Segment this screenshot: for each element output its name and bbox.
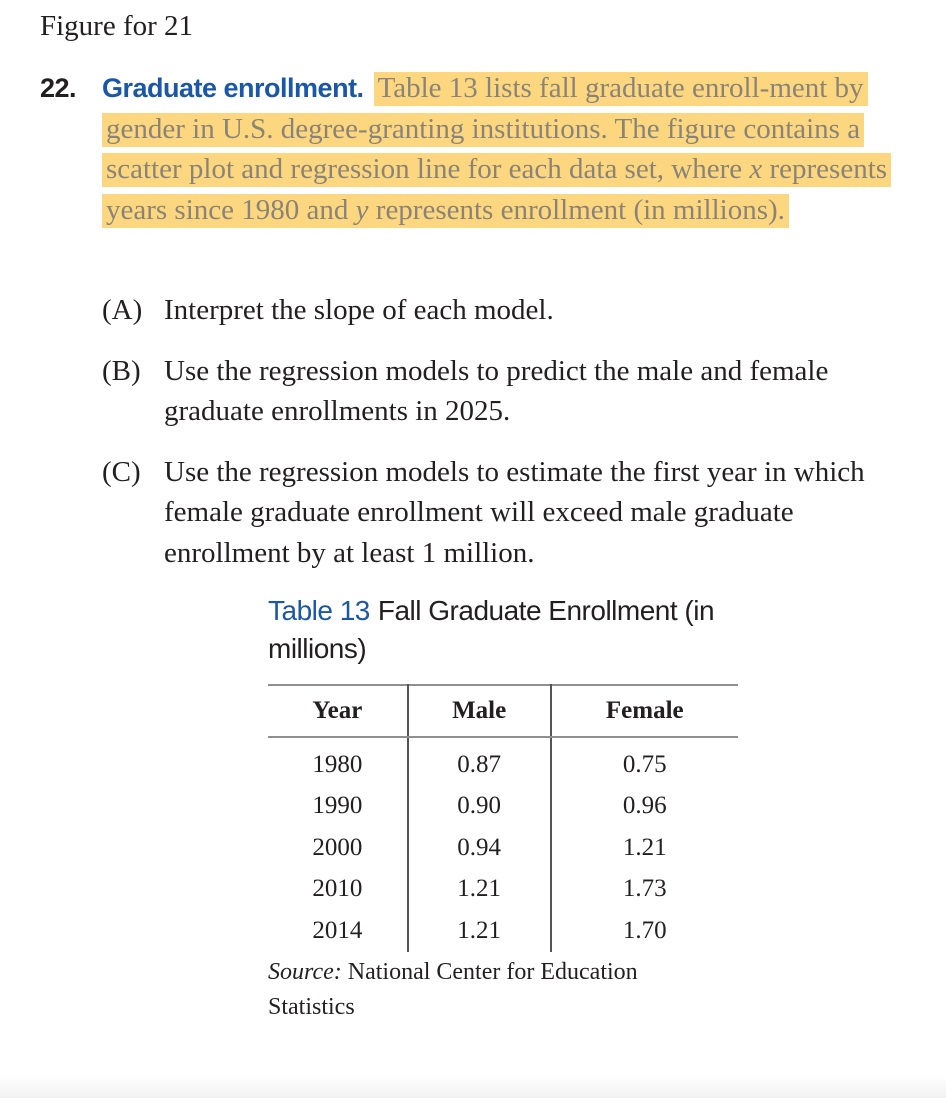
statement-text-2: represents years since 1980 and	[106, 153, 888, 226]
header-year: Year	[268, 685, 408, 737]
cell-year: 2014	[268, 910, 408, 952]
cell-female: 0.96	[622, 792, 667, 820]
part-text: Use the regression models to predict the male and female graduate enrollments in 2025.	[164, 354, 829, 427]
part-label: (C)	[102, 455, 141, 488]
statement-text-1: Table 13 lists fall graduate enroll-ment by gender in U.S. degree-granting institutions. The figure contains a scatter plot and regression line for each data set, where	[106, 72, 864, 185]
part-text: Interpret the slope of each model.	[164, 294, 554, 326]
part-a	[102, 290, 902, 331]
cell-female: 0.75	[622, 750, 667, 778]
cell-male: 0.87	[408, 737, 551, 786]
source-text: National Center for Education Statistics	[268, 959, 638, 1020]
source-label: Source:	[268, 959, 342, 985]
cell-year: 2000	[268, 827, 408, 869]
exercise-number: 22.	[40, 73, 77, 103]
cell-male: 1.21	[408, 910, 551, 952]
header-male: Male	[408, 685, 551, 737]
part-label: (B)	[102, 354, 141, 387]
cell-year: 2010	[268, 869, 408, 911]
header-female: Female	[551, 685, 738, 737]
variable-x: x	[749, 153, 763, 185]
part-b	[102, 351, 902, 432]
cell-female: 1.21	[622, 833, 667, 861]
table-row	[268, 869, 738, 911]
cell-year: 1980	[268, 737, 408, 786]
exercise-statement	[102, 68, 922, 230]
exercise-parts	[102, 290, 902, 593]
table-title: Fall Graduate Enrollment (in millions)	[268, 595, 715, 664]
page-bottom-edge	[0, 1076, 946, 1098]
table-caption	[268, 592, 748, 668]
cell-female: 1.70	[622, 916, 667, 944]
table-row	[268, 786, 738, 828]
enrollment-table	[268, 684, 738, 952]
part-c	[102, 452, 902, 574]
table-row	[268, 827, 738, 869]
cell-male: 0.90	[408, 786, 551, 828]
cell-year: 1990	[268, 786, 408, 828]
statement-text-3: represents enrollment (in millions).	[368, 193, 785, 226]
table-number: Table 13	[268, 595, 370, 626]
part-text: Use the regression models to estimate the first year in which female graduate enrollment will exceed male graduate enrollment by at least 1 million.	[164, 455, 865, 569]
cell-female: 1.73	[622, 875, 667, 903]
table-source	[268, 955, 708, 1025]
cell-male: 1.21	[408, 869, 551, 911]
figure-reference: Figure for 21	[40, 10, 194, 42]
part-label: (A)	[102, 294, 143, 326]
table-row	[268, 910, 738, 952]
exercise-22	[40, 68, 920, 230]
cell-male: 0.94	[408, 827, 551, 869]
table-row	[268, 737, 738, 786]
variable-y: y	[355, 193, 369, 226]
exercise-title: Graduate enrollment.	[102, 73, 364, 103]
table-header-row	[268, 685, 738, 737]
